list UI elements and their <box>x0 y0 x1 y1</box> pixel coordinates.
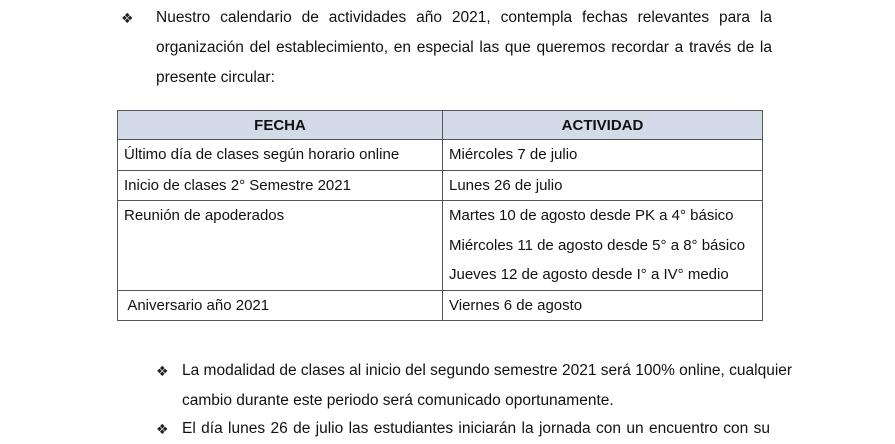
intro-line: Nuestro calendario de actividades año 2021, contempla fechas relevantes para la <box>156 9 772 26</box>
table-row <box>118 290 763 321</box>
cell-fecha: Aniversario año 2021 <box>118 290 443 321</box>
actividad-line: Lunes 26 de julio <box>449 176 563 194</box>
actividad-line: Miércoles 7 de julio <box>449 146 578 163</box>
modalidad-paragraph <box>182 356 793 416</box>
table-header-row <box>118 111 763 140</box>
bullet-icon: ❖ <box>121 10 134 26</box>
cell-fecha: Reunión de apoderados <box>118 201 443 291</box>
modalidad-line: cambio durante este periodo será comunicado oportunamente. <box>182 392 614 409</box>
header-actividad: ACTIVIDAD <box>443 111 763 140</box>
cell-actividad <box>443 290 763 321</box>
cell-actividad <box>443 170 763 201</box>
cell-fecha: Último día de clases según horario online <box>118 140 443 171</box>
actividad-line: Viernes 6 de agosto <box>449 296 583 314</box>
actividad-line: Miércoles 11 de agosto desde 5° a 8° básico <box>449 236 746 254</box>
lunes-line: El día lunes 26 de julio las estudiantes iniciarán la jornada con un encuentro con su <box>182 420 770 437</box>
table-row <box>118 201 763 291</box>
intro-line: presente circular: <box>156 69 275 86</box>
bullet-icon: ❖ <box>156 363 169 379</box>
actividad-line: Martes 10 de agosto desde PK a 4° básico <box>449 207 734 224</box>
intro-paragraph <box>156 3 772 93</box>
activities-table <box>117 110 763 321</box>
actividad-line: Jueves 12 de agosto desde I° a IV° medio <box>449 266 729 283</box>
header-fecha: FECHA <box>118 111 443 140</box>
cell-actividad <box>443 201 763 291</box>
bullet-icon: ❖ <box>156 421 169 437</box>
cell-actividad <box>443 140 763 171</box>
cell-fecha: Inicio de clases 2° Semestre 2021 <box>118 170 443 201</box>
modalidad-line: La modalidad de clases al inicio del segundo semestre 2021 será 100% online, cualquier <box>182 362 793 379</box>
table-row <box>118 170 763 201</box>
intro-line: organización del establecimiento, en especial las que queremos recordar a través de la <box>156 39 772 56</box>
table-row <box>118 140 763 171</box>
lunes-paragraph <box>182 414 770 444</box>
